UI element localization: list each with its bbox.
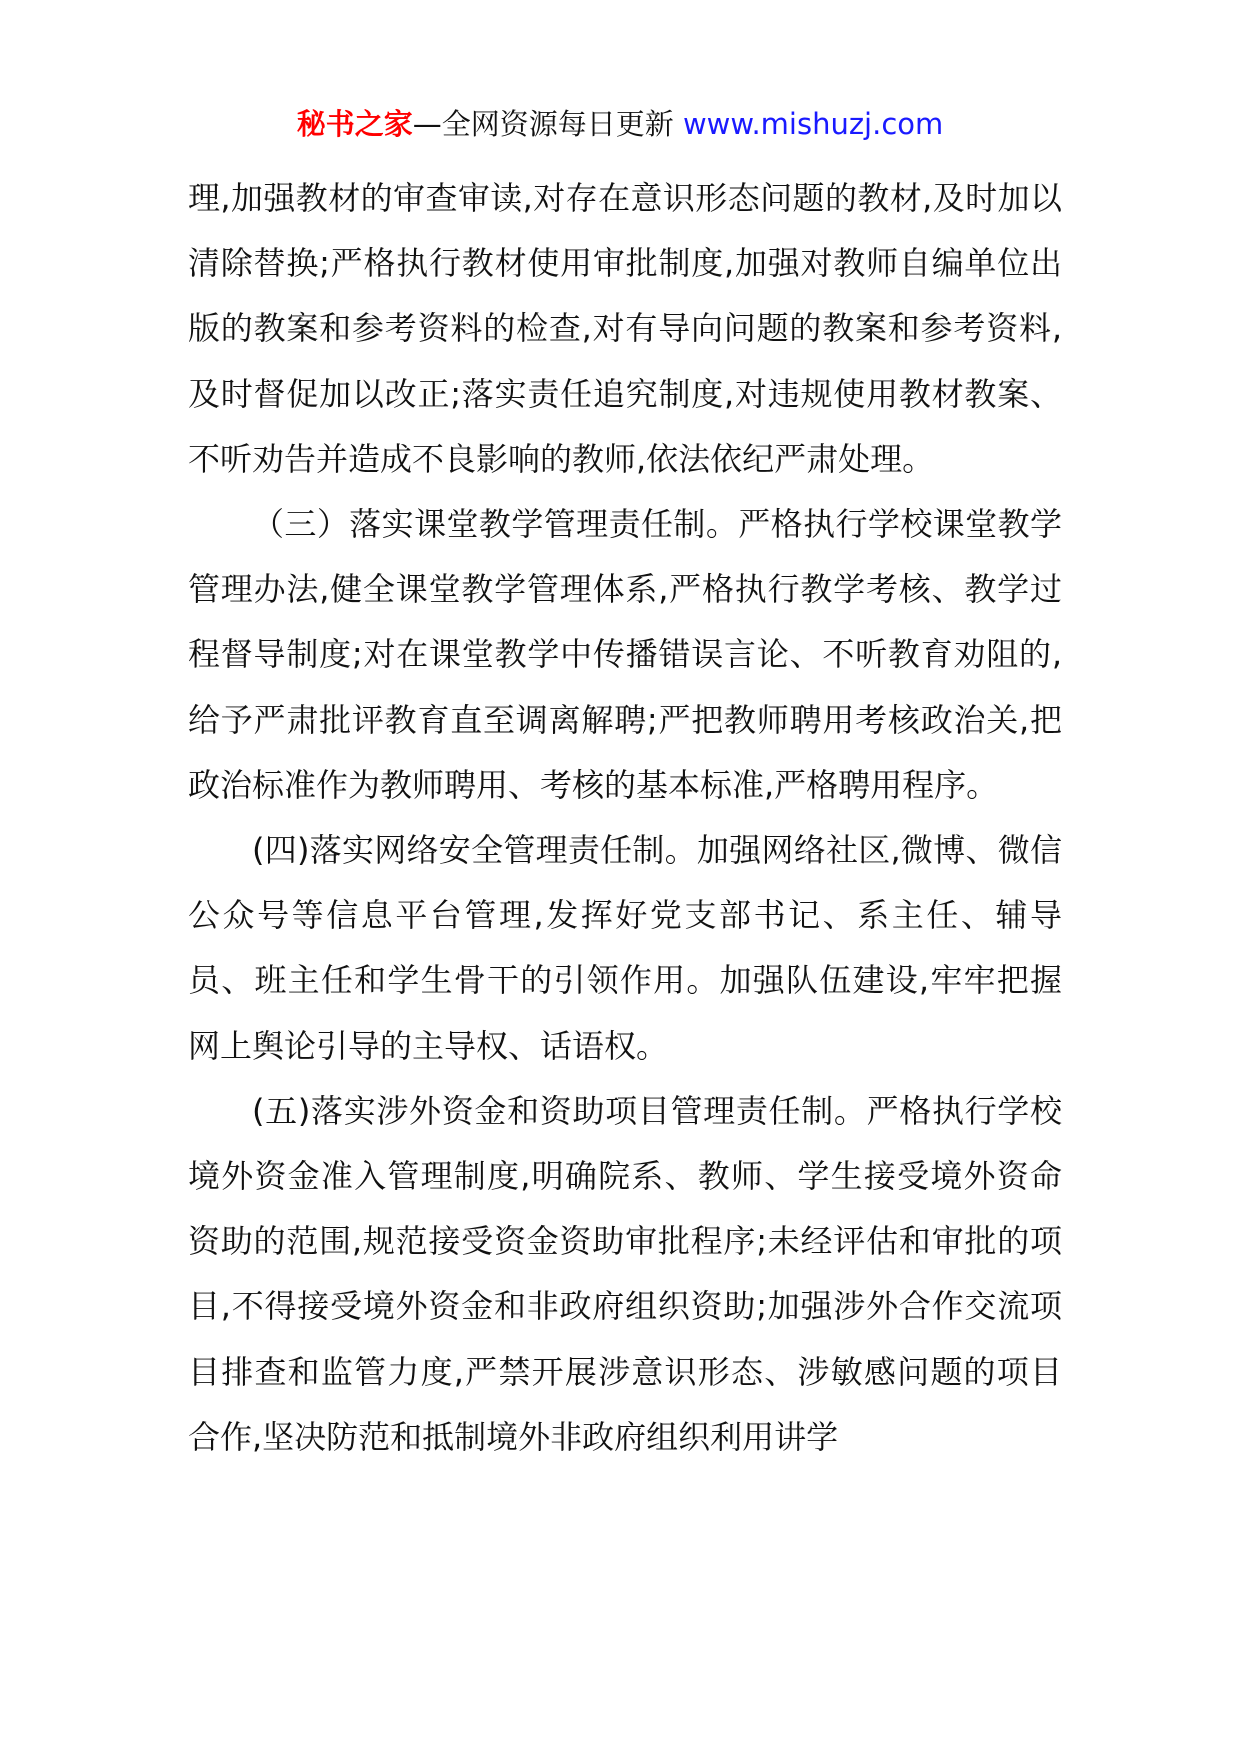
paragraph-section-3: （三）落实课堂教学管理责任制。严格执行学校课堂教学管理办法,健全课堂教学管理体系,严格执行教学考核、教学过程督导制度;对在课堂教学中传播错误言论、不听教育劝阻的,给予严肃批评教育直至调离解聘;严把教师聘用考核政治关,把政治标准作为教师聘用、考核的基本标准,严格聘用程序。 — [188, 505, 1062, 804]
paragraph-section-5: (五)落实涉外资金和资助项目管理责任制。严格执行学校境外资金准入管理制度,明确院系、教师、学生接受境外资命资助的范围,规范接受资金资助审批程序;未经评估和审批的项目,不得接受境外资金和非政府组织资助;加强涉外合作交流项目排查和监管力度,严禁开展涉意识形态、涉敏感问题的项目合作,坚决防范和抵制境外非政府组织利用讲学 — [188, 1091, 1062, 1456]
document-body — [188, 166, 1062, 1470]
header-url-link[interactable]: www.mishuzj.com — [682, 107, 944, 141]
header-slogan: —全网资源每日更新 — [412, 107, 683, 141]
paragraph-continuation: 理,加强教材的审查审读,对存在意识形态问题的教材,及时加以清除替换;严格执行教材使用审批制度,加强对教师自编单位出版的教案和参考资料的检查,对有导向问题的教案和参考资料,及时督促加以改正;落实责任追究制度,对违规使用教材教案、不听劝告并造成不良影响的教师,依法依纪严肃处理。 — [188, 179, 1062, 478]
paragraph-section-4: (四)落实网络安全管理责任制。加强网络社区,微博、微信公众号等信息平台管理,发挥好党支部书记、系主任、辅导员、班主任和学生骨干的引领作用。加强队伍建设,牢牢把握网上舆论引导的主导权、话语权。 — [188, 831, 1062, 1065]
page-header — [0, 104, 1240, 144]
header-brand: 秘书之家 — [296, 107, 413, 141]
